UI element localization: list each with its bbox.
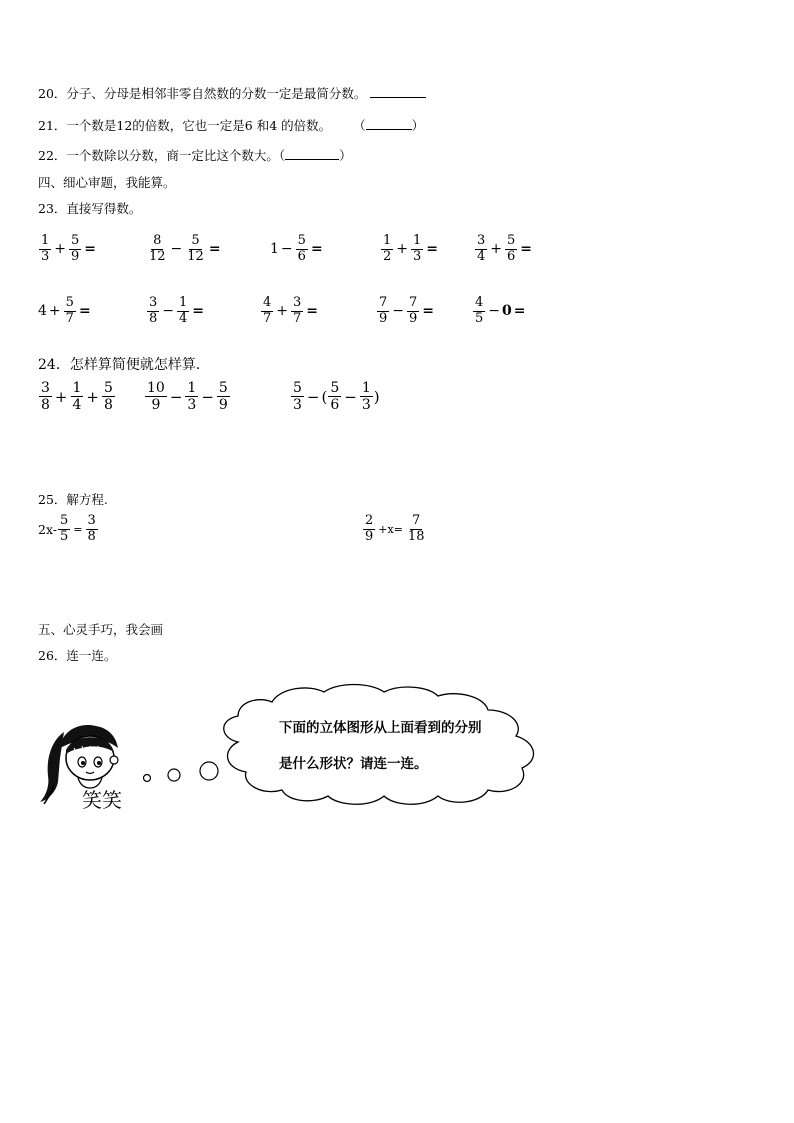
expr-24-3: $\frac{5}{3}$ − ( $\frac{5}{6}$ − $\frac{1}{3}$ ): [293, 380, 380, 414]
question-21-open: （: [353, 118, 366, 133]
answer-blank-22[interactable]: [285, 149, 339, 160]
fraction: $\frac{5}{9}$: [71, 233, 80, 264]
expr-24-1: $\frac{3}{8}$ + $\frac{1}{4}$ + $\frac{5}{8}$: [41, 380, 113, 414]
fraction: $\frac{3}{8}$: [87, 513, 96, 544]
question-22-close: ）: [339, 148, 352, 163]
question-21-close: ）: [411, 118, 425, 133]
fraction: $\frac{5}{7}$: [65, 295, 74, 326]
bubble-line-2: 是什么形状？请连一连。: [279, 756, 428, 772]
fraction: $\frac{7}{9}$: [409, 295, 418, 326]
expr-23-6: 4 + $\frac{5}{7}$ =: [38, 295, 91, 326]
fraction: $\frac{4}{7}$: [263, 295, 272, 326]
fraction: $\frac{1}{2}$: [383, 233, 392, 264]
section-4-heading: 四、细心审题，我能算。: [38, 175, 176, 190]
answer-blank-20[interactable]: [370, 87, 426, 98]
fraction: $\frac{3}{8}$: [149, 295, 158, 326]
fraction: $\frac{5}{8}$: [104, 380, 113, 414]
expr-23-4: $\frac{1}{2}$ + $\frac{1}{3}$ =: [383, 233, 439, 264]
question-20-text: 20．分子、分母是相邻非零自然数的分数一定是最简分数。: [38, 86, 367, 101]
fraction: $\frac{5}{6}$: [507, 233, 516, 264]
equation-25-1: 2x- $\frac{5}{5}$ = $\frac{3}{8}$: [38, 513, 96, 544]
fraction: $\frac{5}{5}$: [60, 513, 69, 544]
bubble-line-1: 下面的立体图形从上面看到的分别: [279, 720, 482, 736]
question-25: 25．解方程.: [38, 492, 108, 507]
fraction: $\frac{3}{8}$: [41, 380, 50, 414]
fraction: $\frac{1}{4}$: [179, 295, 188, 326]
thought-dot-medium: [168, 769, 180, 781]
expr-23-5: $\frac{3}{4}$ + $\frac{5}{6}$ =: [477, 233, 533, 264]
fraction: $\frac{4}{5}$: [475, 295, 484, 326]
question-21: [38, 116, 424, 134]
question-22: [38, 146, 352, 164]
question-24: 24．怎样算简便就怎样算．: [38, 357, 210, 373]
section-5-heading: 五、心灵手巧，我会画: [38, 622, 164, 637]
fraction: $\frac{5}{12}$: [187, 233, 204, 264]
fraction: $\frac{1}{3}$: [187, 380, 197, 414]
fraction: $\frac{5}{3}$: [293, 380, 302, 414]
fraction: $\frac{1}{3}$: [361, 380, 371, 414]
expr-23-3: 1 − $\frac{5}{6}$ =: [270, 233, 323, 264]
fraction: $\frac{1}{4}$: [72, 380, 82, 414]
expr-23-8: $\frac{4}{7}$ + $\frac{3}{7}$ =: [263, 295, 319, 326]
expr-23-10: $\frac{4}{5}$ − 0 =: [475, 295, 526, 326]
expr-24-2: $\frac{10}{9}$ − $\frac{1}{3}$ − $\frac{5}{9}$: [147, 380, 228, 414]
question-22-text: 22．一个数除以分数，商一定比这个数大。（: [38, 148, 286, 163]
fraction: $\frac{3}{4}$: [477, 233, 486, 264]
fraction: $\frac{2}{9}$: [365, 513, 374, 544]
expr-23-7: $\frac{3}{8}$ − $\frac{1}{4}$ =: [149, 295, 205, 326]
fraction: $\frac{5}{6}$: [297, 233, 306, 264]
character-name: 笑笑: [82, 788, 122, 812]
cloud-shape: [224, 685, 534, 805]
fraction: $\frac{3}{7}$: [293, 295, 302, 326]
expr-23-2: $\frac{8}{12}$ − $\frac{5}{12}$ =: [149, 233, 221, 264]
fraction: $\frac{10}{9}$: [147, 380, 165, 414]
fraction: $\frac{5}{6}$: [330, 380, 340, 414]
fraction: $\frac{1}{3}$: [413, 233, 422, 264]
fraction: $\frac{1}{3}$: [41, 233, 50, 264]
question-26: 26．连一连。: [38, 648, 117, 663]
thought-bubble: [138, 680, 588, 810]
answer-blank-21[interactable]: [366, 119, 412, 130]
question-23: 23．直接写得数。: [38, 201, 142, 216]
fraction: $\frac{7}{9}$: [379, 295, 388, 326]
equation-25-2: $\frac{2}{9}$ +x= $\frac{7}{18}$: [365, 513, 425, 544]
thought-dot-large: [200, 762, 218, 780]
thought-dot-small: [144, 775, 151, 782]
fraction: $\frac{8}{12}$: [149, 233, 166, 264]
expr-23-1: $\frac{1}{3}$ + $\frac{5}{9}$ =: [41, 233, 97, 264]
fraction: $\frac{7}{18}$: [407, 513, 425, 544]
fraction: $\frac{5}{9}$: [218, 380, 228, 414]
question-21-text: 21．一个数是12的倍数，它也一定是6 和4 的倍数。: [38, 118, 332, 133]
expr-23-9: $\frac{7}{9}$ − $\frac{7}{9}$ =: [379, 295, 435, 326]
question-20: [38, 84, 426, 102]
